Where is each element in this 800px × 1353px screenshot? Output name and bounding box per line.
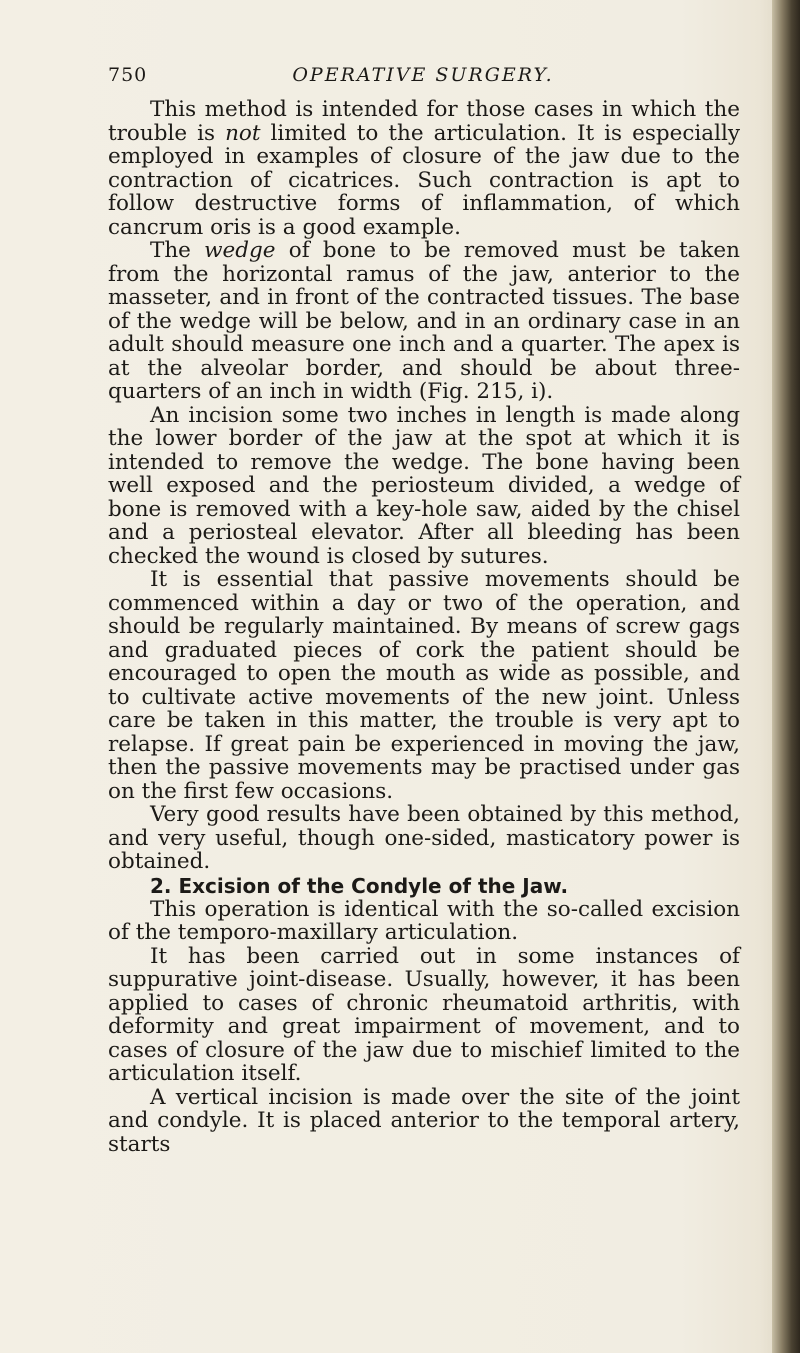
page-number: 750: [108, 64, 148, 86]
emphasis-wedge: wedge: [204, 238, 276, 263]
paragraph-method: This method is intended for those cases in which the trouble is not limited to the articulation. It is especially employed in examples of closure of the jaw due to the contraction of cicatrices. Such contraction is apt to follow destructive forms of inflammation, of which cancrum oris is a good example.: [108, 97, 740, 240]
paragraph-incision: An incision some two inches in length is made along the lower border of the jaw at the spot at which it is intended to remove the wedge. The bone having been well exposed and the periosteum divided, a wedge of bone is removed with a key-hole saw, aided by the chisel and a periosteal elevator. After all bleeding has been checked the wound is closed by sutures.: [108, 402, 740, 569]
page-header: [108, 64, 738, 90]
paragraph-identical: This operation is identical with the so-called excision of the temporo-maxillary articulation.: [108, 896, 740, 945]
paragraph-passive-movements: It is essential that passive movements should be commenced within a day or two of the operation, and should be regularly maintained. By means of screw gags and graduated pieces of cork the patient should be encouraged to open the mouth as wide as possible, and to cultivate active movements of the new joint. Unless care be taken in this matter, the trouble is very apt to relapse. If great pain be experienced in moving the jaw, then the passive movements may be practised under gas on the first few occasions.: [108, 567, 740, 804]
paragraph-carried-out: It has been carried out in some instances of suppurative joint-disease. Usually, however, it has been applied to cases of chronic rheumatoid arthritis, with deformity and great impairment of movement, and to cases of closure of the jaw due to mischief limited to the articulation itself.: [108, 943, 740, 1086]
paragraph-vertical-incision: A vertical incision is made over the site of the joint and condyle. It is placed anterior to the temporal artery, starts: [108, 1084, 740, 1157]
page-edge-shadow: [772, 0, 800, 1353]
section-heading: 2. Excision of the Condyle of the Jaw.: [150, 873, 569, 898]
body-text: [108, 98, 740, 1156]
paragraph-results: Very good results have been obtained by this method, and very useful, though one-sided, masticatory power is obtained.: [108, 802, 740, 874]
paragraph-wedge: The wedge of bone to be removed must be taken from the horizontal ramus of the jaw, anterior to the masseter, and in front of the contracted tissues. The base of the wedge will be below, and in an ordinary case in an adult should measure one inch and a quarter. The apex is at the alveolar border, and should be about three-quarters of an inch in width (Fig. 215, i).: [108, 238, 740, 404]
running-title: OPERATIVE SURGERY.: [292, 64, 554, 86]
emphasis-not: not: [225, 120, 261, 146]
